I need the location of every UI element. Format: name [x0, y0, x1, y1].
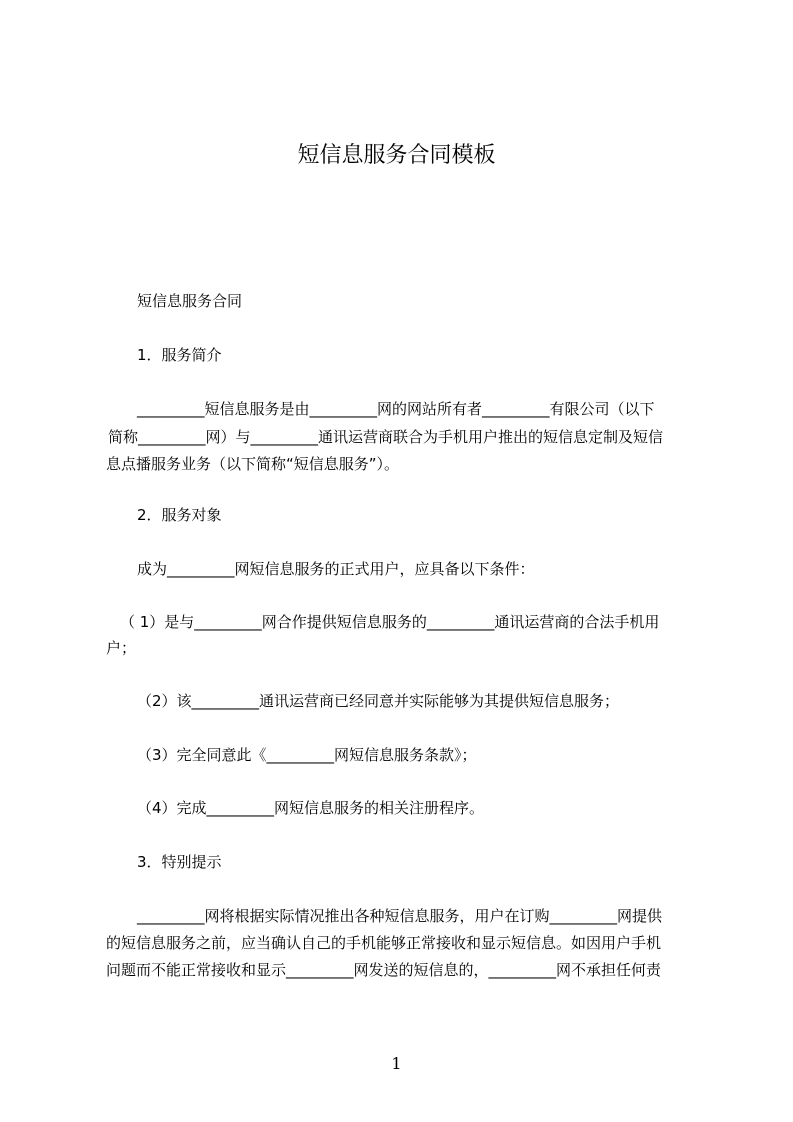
section-3-paragraph-line: _________网将根据实际情况推出各种短信息服务，用户在订购_________网提供: [137, 907, 663, 925]
section-3-heading: 3．特别提示: [137, 853, 222, 871]
section-1-paragraph-line: _________短信息服务是由_________网的网站所有者_________有限公司（以下: [137, 400, 655, 418]
section-1-paragraph-line: 简称_________网）与_________通讯运营商联合为手机用户推出的短信息定制及短信: [108, 428, 664, 446]
section-2-heading: 2．服务对象: [137, 506, 222, 524]
section-3-paragraph-line: 的短信息服务之前，应当确认自己的手机能够正常接收和显示短信息。如因用户手机: [106, 934, 662, 952]
section-2-intro: 成为_________网短信息服务的正式用户，应具备以下条件：: [137, 560, 535, 578]
section-1-heading: 1．服务简介: [137, 346, 222, 364]
contract-subtitle: 短信息服务合同: [137, 292, 243, 310]
page-number: 1: [391, 1054, 402, 1073]
section-2-condition-2: （2）该_________通讯运营商已经同意并实际能够为其提供短信息服务；: [137, 692, 620, 710]
section-1-paragraph-line: 息点播服务业务（以下简称“短信息服务”）。: [106, 455, 400, 473]
section-2-condition-1-continued: 户；: [106, 639, 137, 657]
section-2-condition-3: （3）完全同意此《_________网短信息服务条款》；: [137, 746, 477, 764]
section-3-paragraph-line: 问题而不能正常接收和显示_________网发送的短信息的，_________网不承担任何责: [106, 961, 662, 979]
section-2-condition-4: （4）完成_________网短信息服务的相关注册程序。: [137, 799, 485, 817]
document-title: 短信息服务合同模板: [297, 143, 496, 168]
section-2-condition-1: （ 1）是与_________网合作提供短信息服务的_________通讯运营商的合法手机用: [120, 613, 660, 631]
